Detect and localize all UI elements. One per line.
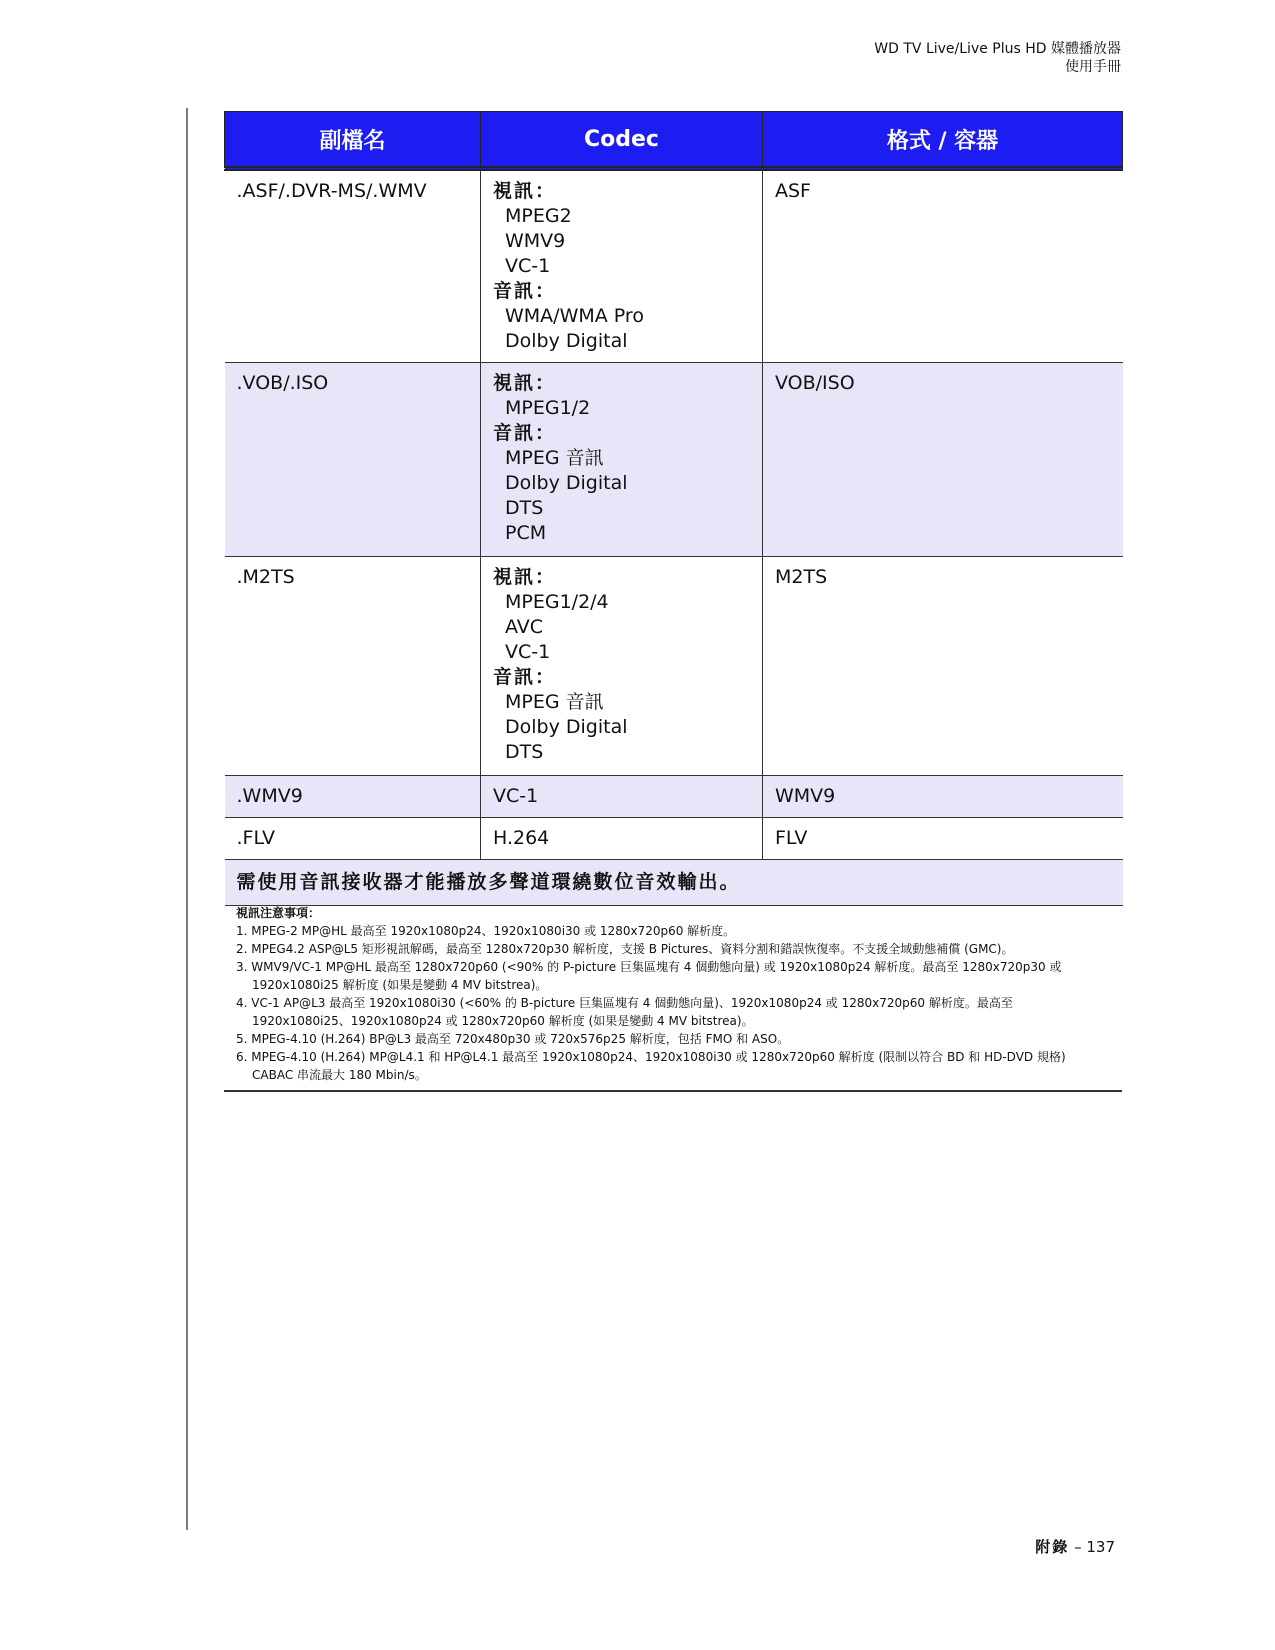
audio-label: 音訊： [493, 666, 557, 688]
column-header-codec: Codec [481, 112, 763, 169]
extension-cell: .FLV [225, 818, 481, 860]
extension-cell: .VOB/.ISO [225, 363, 481, 557]
video-notes [236, 904, 1106, 1084]
codec-cell [481, 557, 763, 776]
table-row [225, 818, 1123, 860]
format-cell: M2TS [763, 557, 1123, 776]
audio-codec: MPEG 音訊 [505, 691, 604, 713]
video-label: 視訊： [493, 566, 557, 588]
audio-codec: PCM [505, 522, 547, 544]
column-header-format: 格式 / 容器 [763, 112, 1123, 169]
table-note: 需使用音訊接收器才能播放多聲道環繞數位音效輸出。 [225, 860, 1123, 906]
audio-codec: Dolby Digital [505, 330, 628, 352]
video-codec: MPEG1/2 [505, 397, 591, 419]
footer-separator: – [1069, 1538, 1087, 1556]
header-title: WD TV Live/Live Plus HD 媒體播放器 [874, 41, 1121, 57]
audio-label: 音訊： [493, 280, 557, 302]
extension-cell: .M2TS [225, 557, 481, 776]
format-cell: WMV9 [763, 776, 1123, 818]
video-notes-title: 視訊注意事項： [236, 906, 321, 920]
format-cell: ASF [763, 169, 1123, 363]
header-subtitle: 使用手冊 [1065, 59, 1121, 75]
column-header-extension: 副檔名 [225, 112, 481, 169]
codec-table [224, 111, 1123, 906]
video-note-item: 3. WMV9/VC-1 MP@HL 最高至 1280x720p60 (<90% 的 P-picture 巨集區塊有 4 個動態向量) 或 1920x1080p24 解析度。最高至 1280x720p30 或 1920x1080i25 解析度 (如果是變動 4 MV bitstrea)。 [236, 960, 1062, 992]
video-codec: VC-1 [505, 255, 551, 277]
video-codec: VC-1 [505, 641, 551, 663]
video-label: 視訊： [493, 180, 557, 202]
table-row [225, 557, 1123, 776]
table-row [225, 363, 1123, 557]
video-codec: AVC [505, 616, 544, 638]
table-row [225, 169, 1123, 363]
audio-codec: WMA/WMA Pro [505, 305, 644, 327]
video-note-item: 1. MPEG-2 MP@HL 最高至 1920x1080p24、1920x1080i30 或 1280x720p60 解析度。 [236, 924, 736, 938]
footnote-divider [224, 1090, 1122, 1092]
video-note-item: 6. MPEG-4.10 (H.264) MP@L4.1 和 HP@L4.1 最高至 1920x1080p24、1920x1080i30 或 1280x720p60 解析度 (限制以符合 BD 和 HD-DVD 規格) CABAC 串流最大 180 Mbin/s。 [236, 1050, 1066, 1082]
codec-cell [481, 363, 763, 557]
video-label: 視訊： [493, 372, 557, 394]
page-footer [1035, 1536, 1115, 1557]
codec-cell: H.264 [481, 818, 763, 860]
video-codec: MPEG1/2/4 [505, 591, 609, 613]
margin-rule [186, 108, 188, 1530]
format-cell: FLV [763, 818, 1123, 860]
audio-codec: DTS [505, 741, 544, 763]
audio-codec: DTS [505, 497, 544, 519]
audio-codec: Dolby Digital [505, 472, 628, 494]
table-note-row [225, 860, 1123, 906]
table-row [225, 776, 1123, 818]
page-header [874, 40, 1121, 76]
video-note-item: 4. VC-1 AP@L3 最高至 1920x1080i30 (<60% 的 B-picture 巨集區塊有 4 個動態向量)、1920x1080p24 或 1280x720p60 解析度。最高至 1920x1080i25、1920x1080p24 或 1280x720p60 解析度 (如果是變動 4 MV bitstrea)。 [236, 996, 1013, 1028]
table-header-row [225, 112, 1123, 169]
page-number: 137 [1086, 1538, 1115, 1556]
footer-section: 附錄 [1035, 1538, 1070, 1556]
audio-label: 音訊： [493, 422, 557, 444]
codec-cell: VC-1 [481, 776, 763, 818]
video-note-item: 2. MPEG4.2 ASP@L5 矩形視訊解碼，最高至 1280x720p30 解析度，支援 B Pictures、資料分割和錯誤恢復率。不支援全域動態補償 (GMC)。 [236, 942, 1014, 956]
video-codec: WMV9 [505, 230, 566, 252]
extension-cell: .ASF/.DVR-MS/.WMV [225, 169, 481, 363]
extension-cell: .WMV9 [225, 776, 481, 818]
audio-codec: Dolby Digital [505, 716, 628, 738]
codec-cell [481, 169, 763, 363]
audio-codec: MPEG 音訊 [505, 447, 604, 469]
video-note-item: 5. MPEG-4.10 (H.264) BP@L3 最高至 720x480p30 或 720x576p25 解析度，包括 FMO 和 ASO。 [236, 1032, 790, 1046]
video-codec: MPEG2 [505, 205, 572, 227]
format-cell: VOB/ISO [763, 363, 1123, 557]
